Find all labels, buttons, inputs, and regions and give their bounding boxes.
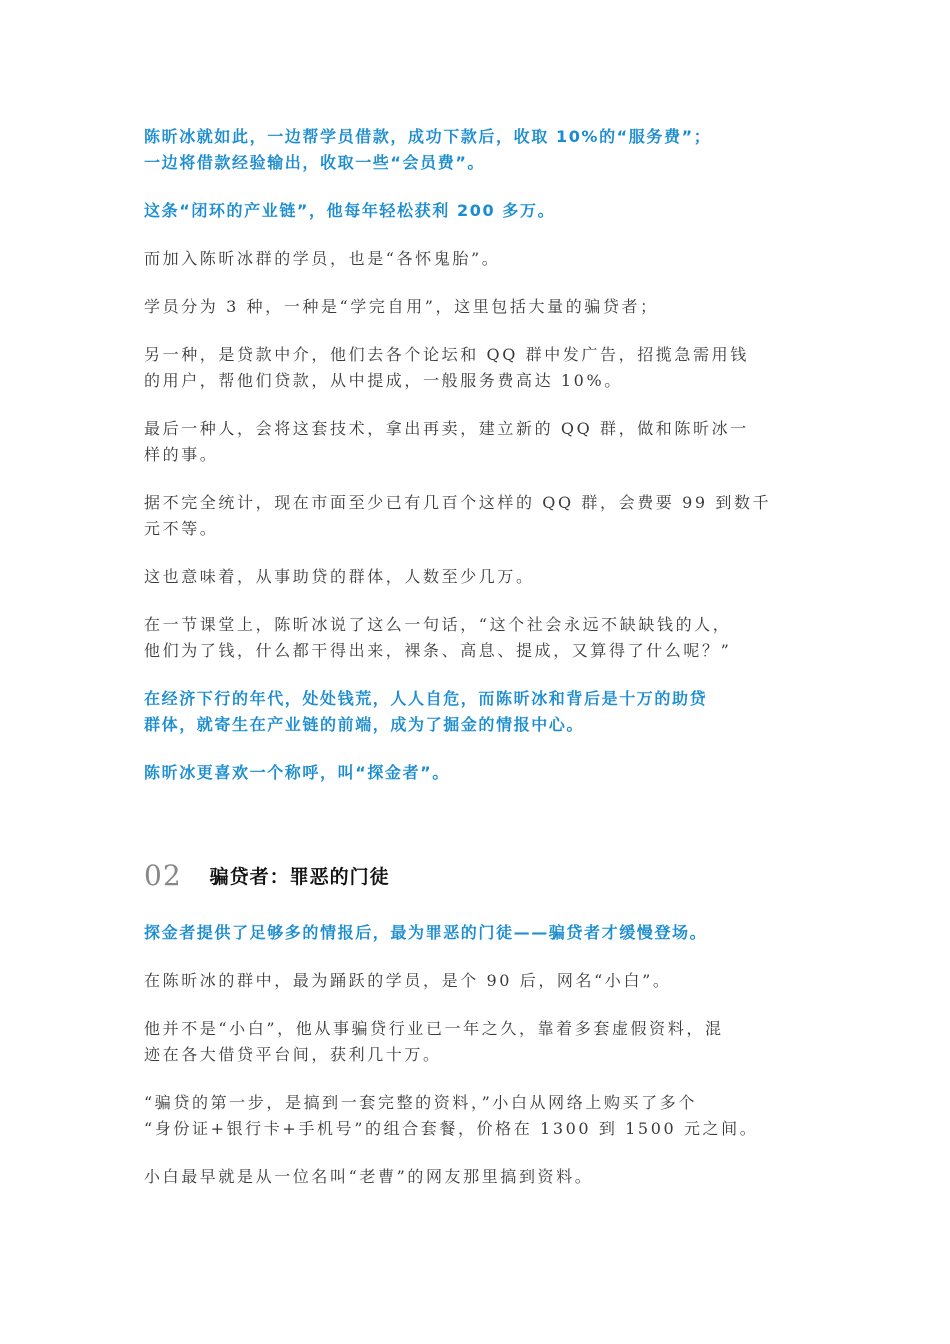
- highlight-paragraph: [144, 198, 808, 224]
- paragraph-line: 小白最早就是从一位名叫“老曹”的网友那里搞到资料。: [144, 1167, 594, 1186]
- paragraph-line: 群体，就寄生在产业链的前端，成为了掘金的情报中心。: [144, 715, 585, 734]
- paragraph-line: 在陈昕冰的群中，最为踊跃的学员，是个 90 后，网名“小白”。: [144, 971, 672, 990]
- paragraph-line: 最后一种人，会将这套技术，拿出再卖，建立新的 QQ 群，做和陈昕冰一: [144, 419, 749, 438]
- body-paragraph: [144, 968, 808, 994]
- body-paragraph: [144, 1090, 808, 1142]
- body-paragraph: [144, 612, 808, 664]
- body-paragraph: [144, 490, 808, 542]
- highlight-paragraph: [144, 686, 808, 738]
- body-paragraph: [144, 1016, 808, 1068]
- paragraph-line: 另一种，是贷款中介，他们去各个论坛和 QQ 群中发广告，招揽急需用钱: [144, 345, 749, 364]
- section-title: 骗贷者：罪恶的门徒: [209, 865, 390, 888]
- paragraph-line: 学员分为 3 种，一种是“学完自用”，这里包括大量的骗贷者；: [144, 297, 659, 316]
- highlight-paragraph: [144, 760, 808, 786]
- paragraph-line: 样的事。: [144, 445, 219, 464]
- body-paragraph: [144, 1164, 808, 1190]
- highlight-paragraph: [144, 920, 808, 946]
- article-body-part2: [144, 920, 808, 1212]
- highlight-paragraph: [144, 124, 808, 176]
- body-paragraph: [144, 246, 808, 272]
- paragraph-line: 陈昕冰更喜欢一个称呼，叫“探金者”。: [144, 763, 450, 782]
- paragraph-line: 而加入陈昕冰群的学员，也是“各怀鬼胎”。: [144, 249, 501, 268]
- paragraph-line: 迹在各大借贷平台间，获利几十万。: [144, 1045, 442, 1064]
- body-paragraph: [144, 342, 808, 394]
- paragraph-line: 这条“闭环的产业链”，他每年轻松获利 200 多万。: [144, 201, 556, 220]
- section-number: 02: [144, 858, 182, 892]
- paragraph-line: 探金者提供了足够多的情报后，最为罪恶的门徒——骗贷者才缓慢登场。: [144, 923, 708, 942]
- paragraph-line: 这也意味着，从事助贷的群体，人数至少几万。: [144, 567, 535, 586]
- paragraph-line: “身份证+银行卡+手机号”的组合套餐，价格在 1300 到 1500 元之间。: [144, 1119, 759, 1138]
- section-heading: [144, 857, 390, 893]
- paragraph-line: 一边将借款经验输出，收取一些“会员费”。: [144, 153, 486, 172]
- paragraph-line: 的用户，帮他们贷款，从中提成，一般服务费高达 10%。: [144, 371, 623, 390]
- paragraph-line: 他并不是“小白”，他从事骗贷行业已一年之久，靠着多套虚假资料，混: [144, 1019, 724, 1038]
- paragraph-line: 陈昕冰就如此，一边帮学员借款，成功下款后，收取 10%的“服务费”；: [144, 127, 712, 146]
- paragraph-line: 他们为了钱，什么都干得出来，裸条、高息、提成，又算得了什么呢？”: [144, 641, 732, 660]
- body-paragraph: [144, 564, 808, 590]
- body-paragraph: [144, 294, 808, 320]
- paragraph-line: 在一节课堂上，陈昕冰说了这么一句话，“这个社会永远不缺缺钱的人，: [144, 615, 732, 634]
- article-body-part1: [144, 124, 808, 808]
- paragraph-line: 在经济下行的年代，处处钱荒，人人自危，而陈昕冰和背后是十万的助贷: [144, 689, 708, 708]
- paragraph-line: 元不等。: [144, 519, 219, 538]
- paragraph-line: “骗贷的第一步，是搞到一套完整的资料，”小白从网络上购买了多个: [144, 1093, 697, 1112]
- paragraph-line: 据不完全统计，现在市面至少已有几百个这样的 QQ 群，会费要 99 到数千: [144, 493, 772, 512]
- body-paragraph: [144, 416, 808, 468]
